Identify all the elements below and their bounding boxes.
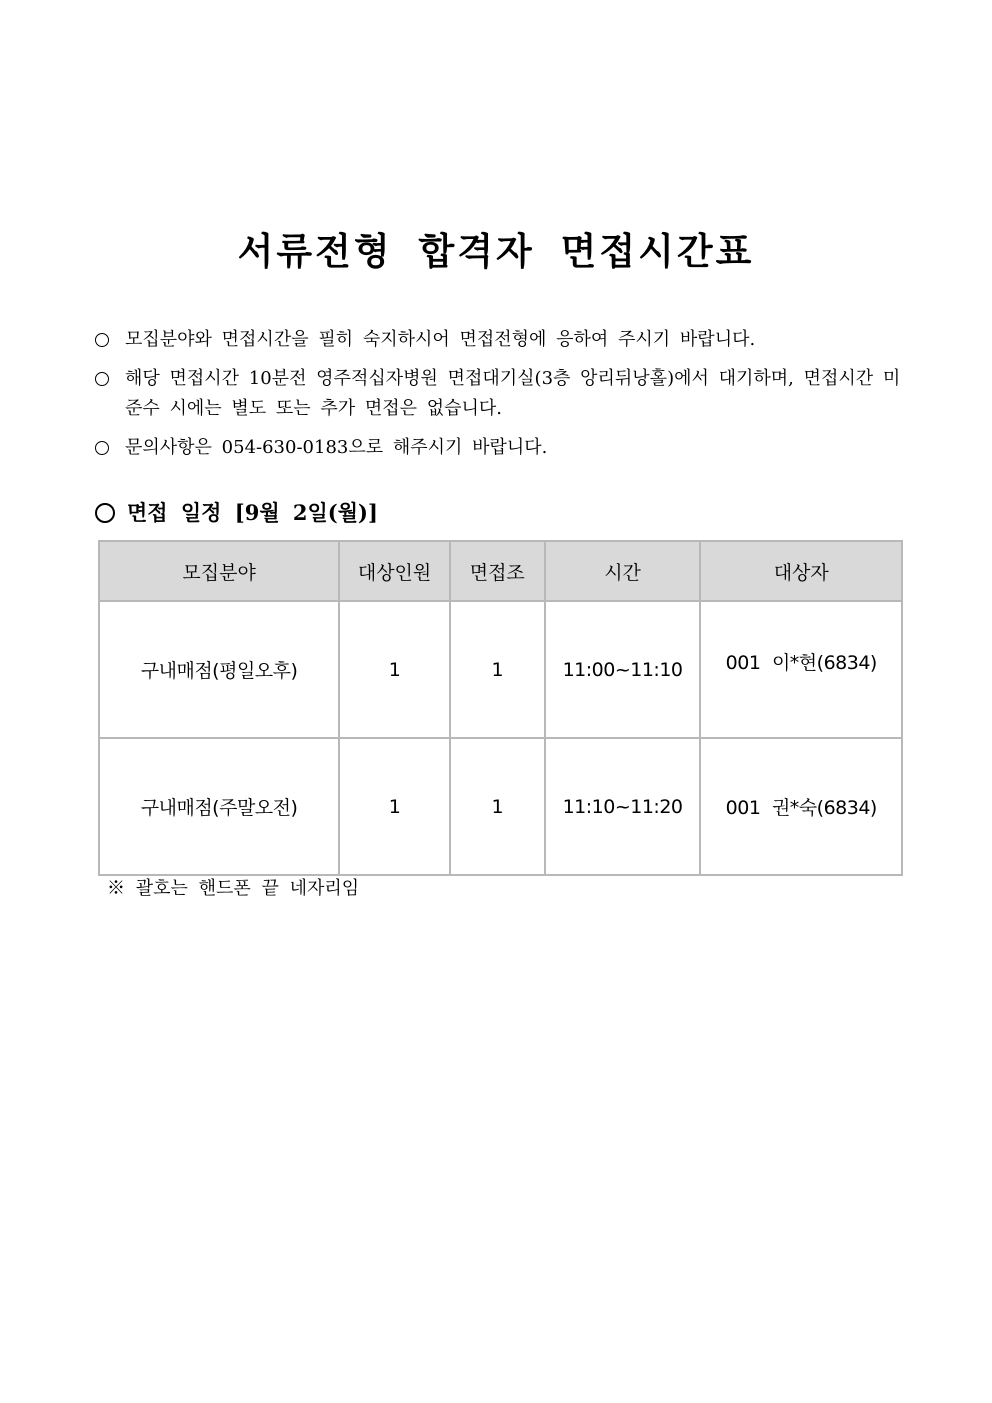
circle-bullet-icon: [95, 503, 115, 523]
notice-text: 해당 면접시간 10분전 영주적십자병원 면접대기실(3층 앙리뒤낭홀)에서 대기하며, 면접시간 미준수 시에는 별도 또는 추가 면접은 없습니다.: [125, 368, 901, 419]
notice-list: [95, 325, 905, 472]
notice-item: [95, 325, 905, 355]
circle-bullet-icon: [95, 333, 109, 347]
interview-schedule-table: [98, 540, 903, 876]
notice-item: [95, 364, 905, 424]
cell-group: 1: [450, 738, 545, 875]
cell-target: 001 권*숙(6834): [700, 738, 902, 875]
header-field: 모집분야: [99, 541, 339, 601]
circle-bullet-icon: [95, 441, 109, 455]
page-title: 서류전형 합격자 면접시간표: [237, 229, 755, 273]
circle-bullet-icon: [95, 372, 109, 386]
header-target: 대상자: [700, 541, 902, 601]
header-time: 시간: [545, 541, 701, 601]
header-count: 대상인원: [339, 541, 450, 601]
notice-text: 모집분야와 면접시간을 필히 숙지하시어 면접전형에 응하여 주시기 바랍니다.: [125, 329, 756, 350]
cell-field: 구내매점(평일오후): [99, 601, 339, 738]
cell-count: 1: [339, 738, 450, 875]
table-header-row: [99, 541, 902, 601]
cell-field: 구내매점(주말오전): [99, 738, 339, 875]
cell-group: 1: [450, 601, 545, 738]
section-heading: [95, 497, 378, 529]
notice-item: [95, 433, 905, 463]
cell-time: 11:00~11:10: [545, 601, 701, 738]
header-group: 면접조: [450, 541, 545, 601]
notice-text: 문의사항은 054-630-0183으로 해주시기 바랍니다.: [125, 437, 548, 458]
cell-target: 001 이*현(6834): [700, 601, 902, 738]
table-row: [99, 601, 902, 738]
table-row: [99, 738, 902, 875]
footnote: ※ 괄호는 핸드폰 끝 네자리임: [107, 878, 360, 899]
section-heading-text: 면접 일정 [9월 2일(월)]: [127, 500, 378, 525]
cell-count: 1: [339, 601, 450, 738]
cell-time: 11:10~11:20: [545, 738, 701, 875]
